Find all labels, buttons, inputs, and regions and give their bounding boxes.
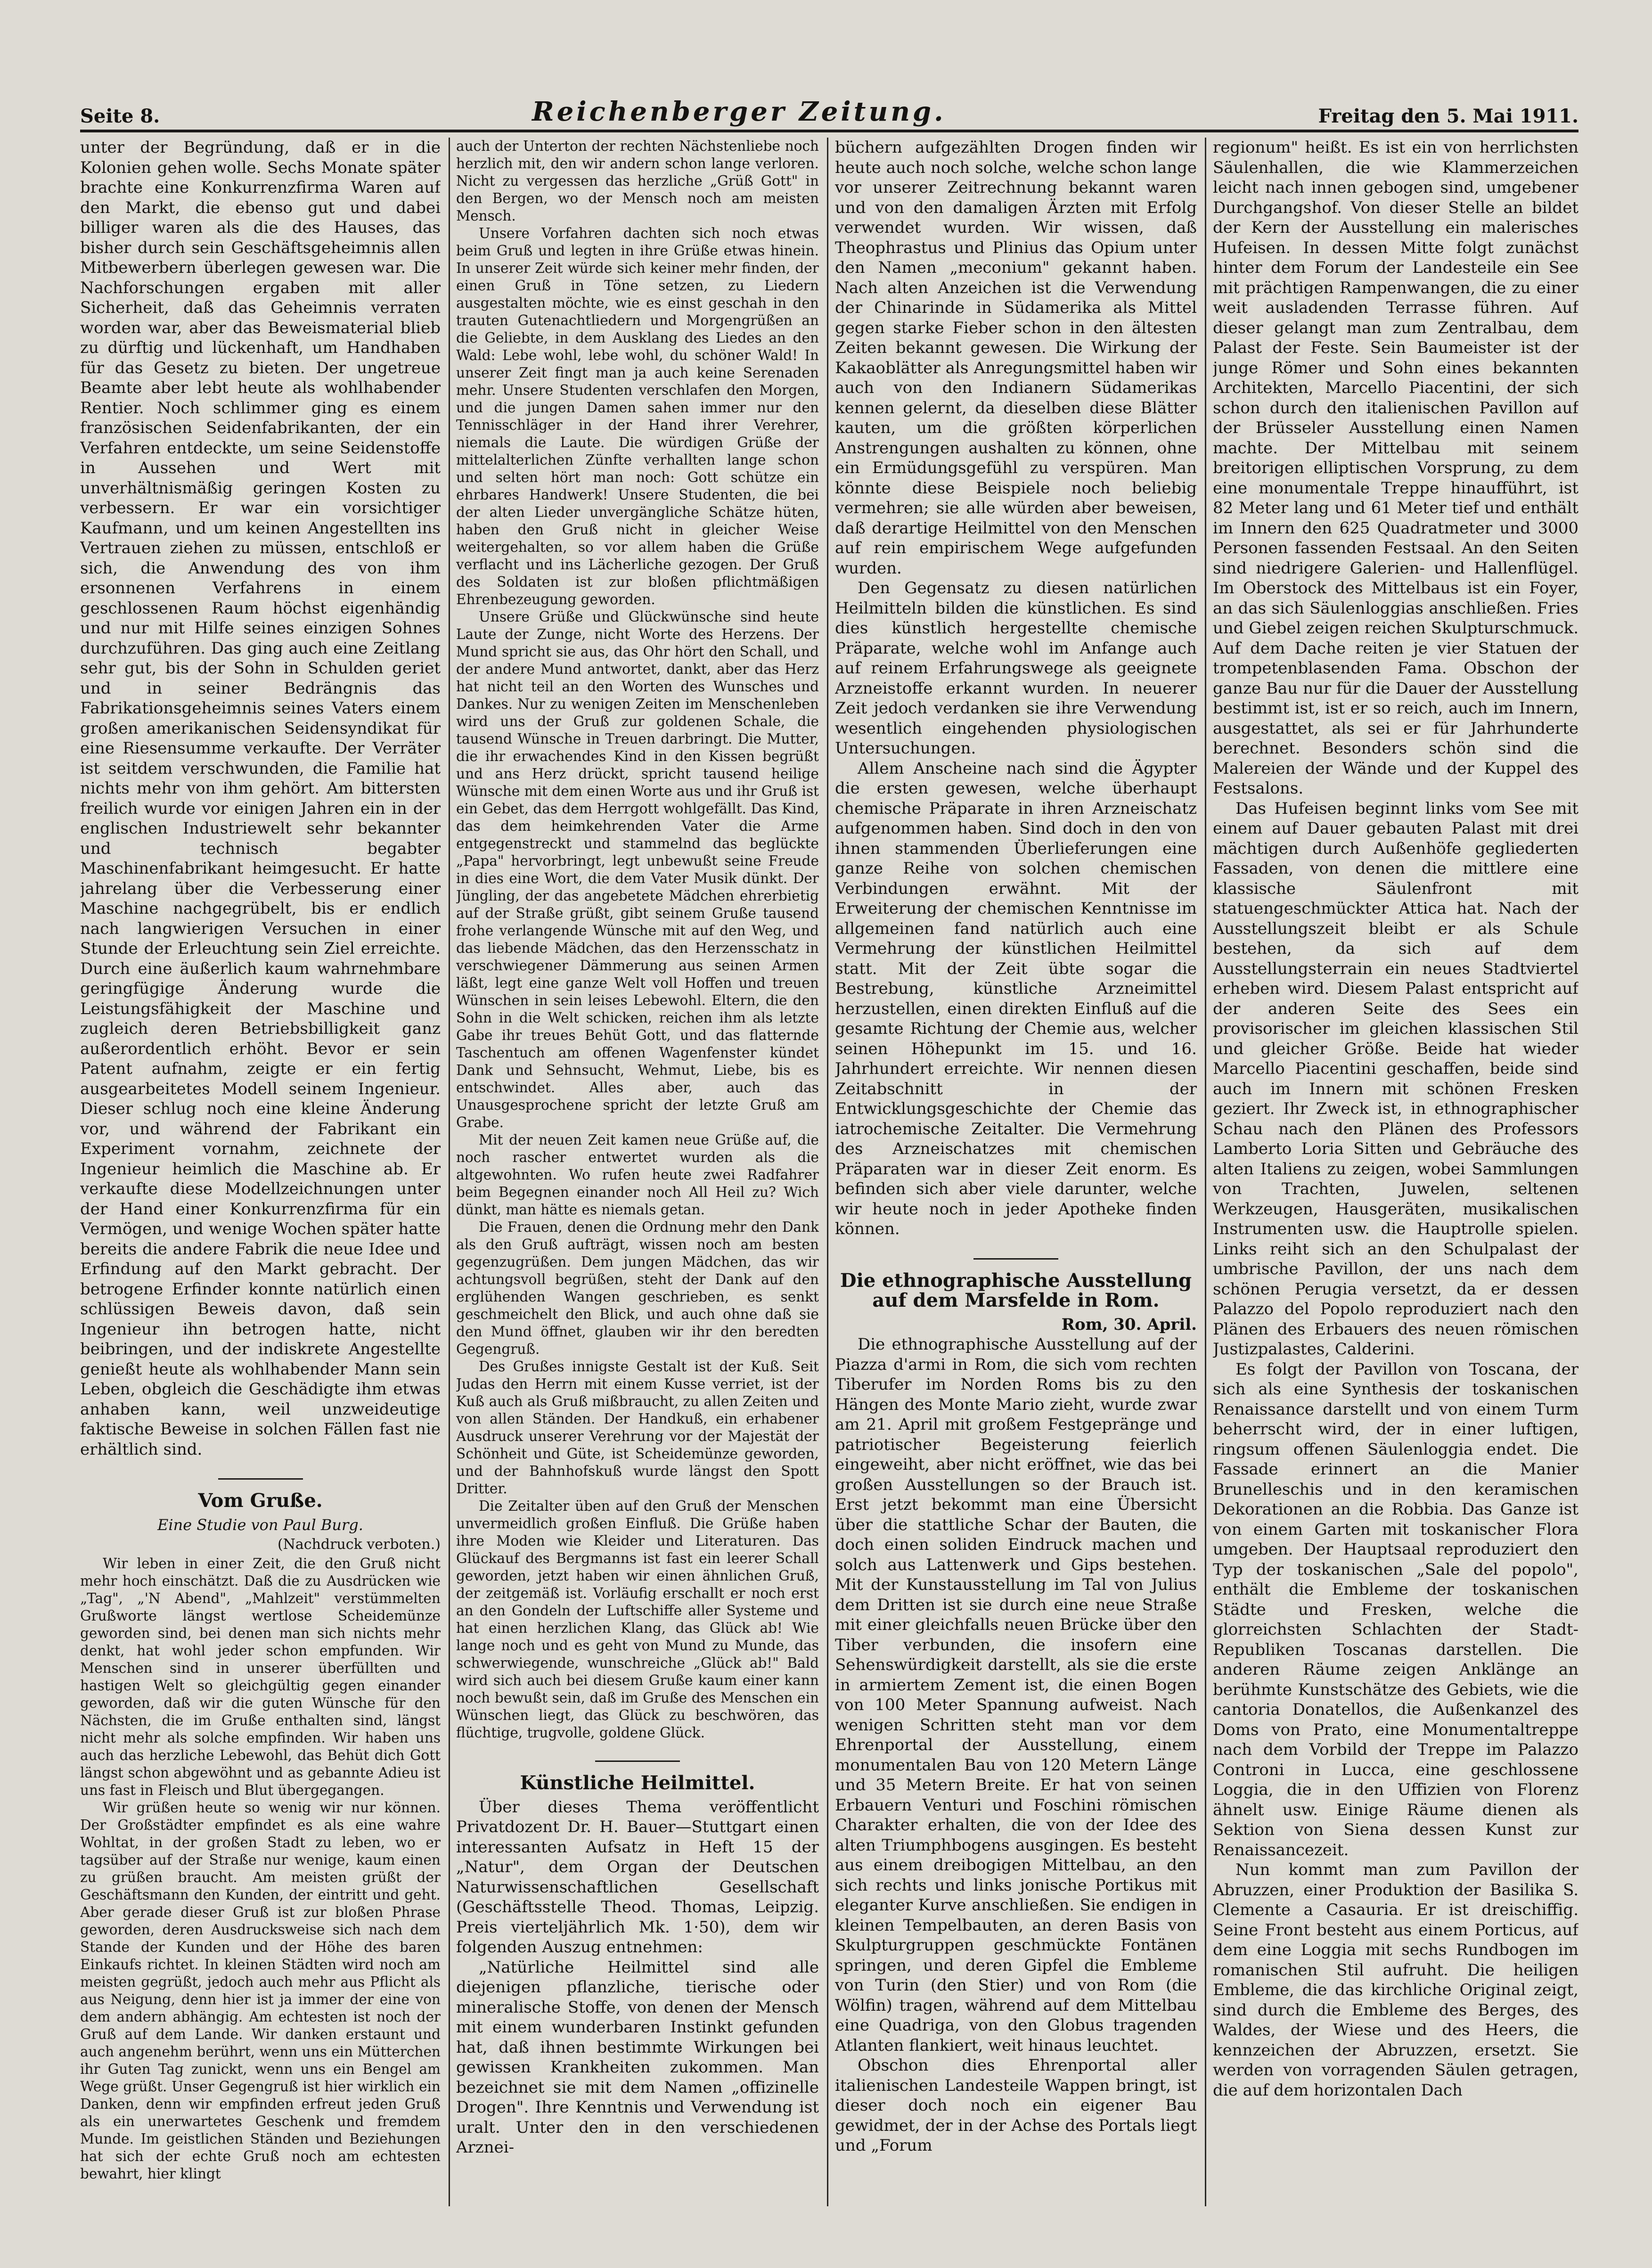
column-4 — [1213, 138, 1578, 2206]
paragraph: auch der Unterton der rechten Nächstenliebe noch herzlich mit, den wir andern schon lange verloren. Nicht zu vergessen das herzliche „Grüß Gott" in den Bergen, wo der Mensch noch am meisten Mensch. — [456, 138, 819, 224]
paragraph: Allem Anscheine nach sind die Ägypter die ersten gewesen, welche überhaupt chemische Präparate in ihren Arzneischatz aufgenommen haben. Sind doch in den von ihnen stammenden Überlieferungen eine ganze Reihe von solchen chemischen Verbindungen erwähnt. Mit der Erweiterung der chemischen Kenntnisse im allgemeinen fand natürlich auch eine Vermehrung der künstlichen Heilmittel statt. Mit der Zeit übte sogar die Bestrebung, künstliche Arzneimittel herzustellen, einen direkten Einfluß auf die gesamte Richtung der Chemie aus, welcher seinen Höhepunkt im 15. und 16. Jahrhundert erreichte. Wir nennen diesen Zeitabschnitt in der Entwicklungsgeschichte der Chemie das iatrochemische Zeitalter. Die Vermehrung des Arzneischatzes mit chemischen Präparaten war in dieser Zeit enorm. Es befinden sich aber viele darunter, welche wir heute noch in jeder Apotheke finden können. — [835, 759, 1197, 1238]
column-3 — [835, 138, 1197, 2206]
article-title-gruss: Vom Gruße. — [198, 1490, 323, 1512]
article-separator — [595, 1760, 680, 1762]
article-subtitle-gruss: Eine Studie von Paul Burg. — [157, 1515, 363, 1534]
paragraph: Über dieses Thema veröffentlicht Privatdozent Dr. H. Bauer—Stuttgart einen interessanten Aufsatz in Heft 15 der „Natur", dem Organ der Deutschen Naturwissenschaftlichen Gesellschaft (Geschäftsstelle Theod. Thomas, Leipzig. Preis vierteljährlich Mk. 1·50), dem wir folgenden Auszug entnehmen: — [456, 1797, 819, 1957]
paragraph: Die ethnographische Ausstellung auf der Piazza d'armi in Rom, die sich vom rechten Tiberufer im Norden Roms bis zu den Hängen des Monte Mario zieht, wurde zwar am 21. April mit großem Festgepränge und patriotischer Begeisterung feierlich eingeweiht, aber nicht eröffnet, wie das bei großen Ausstellungen so der Brauch ist. Erst jetzt bekommt man eine Übersicht über die stattliche Schar der Bauten, die doch einen soliden Eindruck machen und solch aus Lattenwerk und Gips bestehen. Mit der Kunstausstellung im Tal von Julius dem Dritten ist sie durch eine neue Straße mit einer gleichfalls neuen Brücke über den Tiber verbunden, die insofern eine Sehenswürdigkeit darstellt, als sie die erste in armiertem Zement ist, die einen Bogen von 100 Meter Spannung aufweist. Nach wenigen Schritten steht man vor dem Ehrenportal der Ausstellung, einem monumentalen Bau von 120 Metern Länge und 35 Metern Breite. Er hat von seinen Erbauern Venturi und Foschini römischen Charakter erhalten, die von der Idee des alten Triumphbogens ausgingen. Es besteht aus einem dreibogigen Mittelbau, an den sich rechts und links jonische Portikus mit eleganter Kurve anschließen. Sie endigen in kleinen Tempelbauten, an deren Basis von Skulpturgruppen geschmückte Fontänen springen, und deren Gipfel die Embleme von Turin (den Stier) und von Rom (die Wölfin) tragen, während auf dem Mittelbau eine Quadriga, von den Globus tragenden Atlanten flankiert, weit hinaus leuchtet. — [835, 1335, 1197, 2055]
paragraph: regionum" heißt. Es ist ein von herrlichsten Säulenhallen, die wie Klammerzeichen leicht nach innen gebogen sind, umgebener Durchgangshof. Von dieser Stelle an bildet der Kern der Ausstellung ein malerisches Hufeisen. In dessen Mitte folgt zunächst hinter dem Forum der Landesteile ein See mit prächtigen Rampenwangen, die zu einer weit ausladenden Terrasse führen. Auf dieser gelangt man zum Zentralbau, dem Palast der Feste. Sein Baumeister ist der junge Römer und Sohn eines bekannten Architekten, Marcello Piacentini, der sich schon durch den italienischen Pavillon auf der Brüsseler Ausstellung einen Namen machte. Der Mittelbau mit seinem breitorigen elliptischen Vorsprung, zu dem eine monumentale Treppe hinaufführt, ist 82 Meter lang und 61 Meter tief und enthält im Innern den 625 Quadratmeter und 3000 Personen fassenden Festsaal. An den Seiten sind niedrigere Galerien- und Hallenflügel. Im Oberstock des Mittelbaus ist ein Foyer, an das sich Säulenloggias anschließen. Fries und Giebel zeigen reichen Skulpturschmuck. Auf dem Dache reiten je vier Statuen der trompetenblasenden Fama. Obschon der ganze Bau nur für die Dauer der Ausstellung bestimmt ist, ist er so reich, auch im Innern, ausgestattet, als sei er für Jahrhunderte berechnet. Besonders schön sind die Malereien der Wände und der Kuppel des Festsalons. — [1213, 138, 1578, 798]
article-separator — [218, 1478, 303, 1480]
dateline: Rom, 30. April. — [1061, 1315, 1197, 1334]
paragraph: Mit der neuen Zeit kamen neue Grüße auf, die noch rascher entwertet wurden als die altgewohnten. Wo rufen heute zwei Radfahrer beim Begegnen einander noch All Heil zu? Wich dünkt, man hätte es niemals getan. — [456, 1132, 819, 1218]
page-number: Seite 8. — [80, 105, 160, 127]
header-rule — [80, 130, 1578, 132]
article-credit-gruss: (Nachdruck verboten.) — [277, 1536, 441, 1553]
paragraph: Unsere Vorfahren dachten sich noch etwas beim Gruß und legten in ihre Grüße etwas hinein. In unserer Zeit würde sich keiner mehr finden, der einen Gruß in Töne setzen, zu Liedern ausgestalten möchte, wie es einst geschah in den trauten Gutenachtliedern und Morgengrüßen an die Geliebte, in dem Ausklang des Liedes an den Wald: Lebe wohl, lebe wohl, du schöner Wald! In unserer Zeit fingt man ja auch keine Serenaden mehr. Unsere Studenten verschlafen den Morgen, und die jungen Damen sahen immer nur den Tennisschläger in der Hand ihrer Verehrer, niemals die Laute. Die würdigen Grüße der mittelalterlichen Zünfte verhallten lange schon und selten hört man noch: Gott schütze ein ehrbares Handwerk! Unsere Studenten, die bei der alten Lieder unvergängliche Schätze hüten, haben den Gruß nicht in gleicher Weise weitergehalten, so vor allem haben die Grüße verflacht und ins Lächerliche gezogen. Der Gruß des Soldaten ist zur bloßen pflichtmäßigen Ehrenbezeugung geworden. — [456, 225, 819, 607]
article-separator — [973, 1258, 1058, 1260]
paragraph: Obschon dies Ehrenportal aller italienischen Landesteile Wappen bringt, ist dieser doch noch ein eigener Bau gewidmet, der in der Achse des Portals liegt und „Forum — [835, 2056, 1197, 2155]
paragraph: Es folgt der Pavillon von Toscana, der sich als eine Synthesis der toskanischen Renaissance darstellt und von einem Turm beherrscht wird, der in einer luftigen, ringsum offenen Säulenloggia endet. Die Fassade erinnert an die Manier Brunelleschis und in den keramischen Dekorationen an die Robbia. Das Ganze ist von einem Garten mit toskanischer Flora umgeben. Der Hauptsaal reproduziert den Typ der toskanischen „Sale del popolo", enthält die Embleme der toskanischen Städte und Fresken, welche die glorreichsten Schlachten der Stadt-Republiken Toscanas darstellen. Die anderen Räume zeigen Anklänge an berühmte Kunstschätze des Gebiets, wie die cantoria Donatellos, die Außenkanzel des Doms von Prato, eine Monumentaltreppe nach dem Vorbild der Treppe im Palazzo Controni in Lucca, eine geschlossene Loggia, die in den Uffizien von Florenz ähnelt usw. Einige Räume dienen als Sektion von Siena dessen Kunst zur Renaissancezeit. — [1213, 1359, 1578, 1859]
column-1 — [80, 138, 441, 2206]
article-continuation-text: unter der Begründung, daß er in die Kolonien gehen wolle. Sechs Monate später brachte eine Konkurrenzfirma Waren auf den Markt, die ebenso gut und dabei billiger waren als die des Hauses, das bisher durch sein Geschäftsgeheimnis allen Mitbewerbern überlegen gewesen war. Die Nachforschungen ergaben mit aller Sicherheit, daß das Geheimnis verraten worden war, aber das Beweismaterial blieb zu dürftig und lückenhaft, um Handhaben für das Gesetz zu bieten. Der ungetreue Beamte aber lebt heute als wohlhabender Rentier. Noch schlimmer ging es einem französischen Seidenfabrikanten, der ein Verfahren entdeckte, um seine Seidenstoffe in Aussehen und Wert mit unverhältnismäßig geringen Kosten zu verbessern. Er war ein vorsichtiger Kaufmann, und um keinen Angestellten ins Vertrauen ziehen zu müssen, entschloß er sich, die Anwendung des von ihm ersonnenen Verfahrens in einem geschlossenen Raum höchst eigenhändig und nur mit Hilfe seines einzigen Sohnes durchzuführen. Das ging auch eine Zeitlang sehr gut, bis der Sohn in Schulden geriet und in seiner Bedrängnis das Fabrikationsgeheimnis seines Vaters einem großen amerikanischen Seidensyndikat für eine Riesensumme verkaufte. Der Verräter ist seitdem verschwunden, die Familie hat nichts mehr von ihm gehört. Am bittersten freilich wurde vor einigen Jahren ein in der englischen Industriewelt sehr bekannter und technisch begabter Maschinenfabrikant heimgesucht. Er hatte jahrelang über die Verbesserung einer Maschine nachgegrübelt, bis er endlich nach langwierigen Versuchen in einer Stunde der Erleuchtung sein Ziel erreichte. Durch eine äußerlich kaum wahrnehmbare geringfügige Änderung wurde die Leistungsfähigkeit der Maschine und zugleich deren Betriebsbilligkeit ganz außerordentlich erhöht. Bevor er sein Patent aufnahm, zeigte er ein fertig ausgearbeitetes Modell seinem Ingenieur. Dieser schlug noch eine kleine Änderung vor, und während der Fabrikant ein Experiment vornahm, zeichnete der Ingenieur heimlich die Maschine ab. Er verkaufte diese Modellzeichnungen unter der Hand einer Konkurrenzfirma für ein Vermögen, und wenige Wochen später hatte bereits die andere Fabrik die neue Idee und Erfindung auf den Markt gebracht. Der betrogene Erfinder konnte natürlich einen schlüssigen Beweis davon, daß sein Ingenieur ihn betrogen hatte, nicht beibringen, und der indiskrete Angestellte genießt heute als wohlhabender Mann sein Leben, obgleich die Geschädigte ihm etwas anhaben kann, weil unzweideutige faktische Beweise in solchen Fällen fast nie erhältlich sind. — [80, 138, 441, 1459]
paragraph: Wir leben in einer Zeit, die den Gruß nicht mehr hoch einschätzt. Daß die zu Ausdrücken wie „Tag", „'N Abend", „Mahlzeit" verstümmelten Grußworte längst wertlose Scheidemünze geworden sind, bei denen man sich nichts mehr denkt, hat wohl jeder schon empfunden. Wir Menschen sind in unserer überfüllten und hastigen Welt so gleichgültig gegen einander geworden, daß wir die guten Wünsche für den Nächsten, die im Gruße enthalten sind, längst nicht mehr als solche empfinden. Wir haben uns auch das herzliche Lebewohl, das Behüt dich Gott längst schon abgewöhnt und as gebannte Adieu ist uns fast in Fleisch und Blut übergegangen. — [80, 1555, 441, 1798]
issue-date: Freitag den 5. Mai 1911. — [1318, 105, 1578, 127]
paragraph: Unsere Grüße und Glückwünsche sind heute Laute der Zunge, nicht Worte des Herzens. Der Mund spricht sie aus, das Ohr hört den Schall, und der andere Mund antwortet, dankt, aber das Herz hat nicht teil an den Worten des Wunsches und Dankes. Nur zu wenigen Zeiten im Menschenleben wird uns der Gruß zur goldenen Schale, die tausend Wünsche in Treuen darbringt. Die Mutter, die ihr erwachendes Kind in den Kissen begrüßt und ans Herz drückt, spricht tausend heilige Wünsche mit dem einen Worte aus und ihr Gruß ist ein Gebet, das dem Herrgott wohlgefällt. Das Kind, das dem heimkehrenden Vater die Arme entgegenstreckt und stammelnd das beglückte „Papa" hervorbringt, legt unbewußt seine Freude in dies eine Wort, die dem Vater Musik dünkt. Der Jüngling, der das angebetete Mädchen ehrerbietig auf der Straße grüßt, gibt seinem Gruße tausend frohe verlangende Wünsche mit auf den Weg, und das liebende Mädchen, das den Herzensschatz in verschwiegener Dämmerung aus seinen Armen läßt, legt eine ganze Welt voll Hoffen und treuen Wünschen in sein leises Lebewohl. Eltern, die den Sohn in die Welt schicken, reichen ihm als letzte Gabe ihr treues Behüt Gott, und das flatternde Taschentuch am offenen Wagenfenster kündet Dank und Sehnsucht, Wehmut, Liebe, bis es entschwindet. Alles aber, auch das Unausgesprochene spricht der letzte Gruß am Grabe. — [456, 609, 819, 1130]
masthead: Reichenberger Zeitung. — [532, 96, 946, 127]
article-title-heilmittel: Künstliche Heilmittel. — [520, 1772, 755, 1794]
column-2 — [456, 138, 819, 2206]
paragraph: Wir grüßen heute so wenig wir nur können. Der Großstädter empfindet es als eine wahre Wohltat, in der großen Stadt zu leben, wo er tagsüber auf der Straße nur wenige, kaum einen zu grüßen braucht. Am meisten grüßt der Geschäftsmann den Kunden, der eintritt und geht. Aber gerade dieser Gruß ist zur bloßen Phrase geworden, deren Ausdrucksweise sich nach dem Stande der Kunden und der Höhe des baren Einkaufs richtet. In kleinen Städten wird noch am meisten gegrüßt, jedoch auch mehr aus Pflicht als aus Neigung, denn hier ist ja immer der eine von dem andern abhängig. Am echtesten ist noch der Gruß auf dem Lande. Wir danken erstaunt und auch angenehm berührt, wenn uns ein Mütterchen ihr Guten Tag zunickt, wenn uns ein Bengel am Wege grüßt. Unser Gegengruß ist hier wirklich ein Danken, denn wir empfinden erfreut jeden Gruß als ein unerwartetes Geschenk und fremdem Munde. Im geistlichen Ständen und Beziehungen hat sich der echte Gruß noch am echtesten bewahrt, hier klingt — [80, 1799, 441, 2182]
column-rule — [1205, 138, 1206, 2206]
article-title-ausstellung: Die ethnographische Ausstellung auf dem Marsfelde in Rom. — [840, 1269, 1192, 1311]
paragraph: Nun kommt man zum Pavillon der Abruzzen, einer Produktion der Basilika S. Clemente a Casauria. Er ist dreischiffig. Seine Front besteht aus einem Porticus, auf dem eine Loggia mit sechs Rundbogen im romanischen Stil aufruht. Die heiligen Embleme, die das kirchliche Original zeigt, sind durch die Embleme des Berges, des Waldes, der Wiese und des Heers, die kennzeichen der Abruzzen, ersetzt. Sie werden von vorragenden Säulen getragen, die auf dem horizontalen Dach — [1213, 1860, 1578, 2100]
running-head — [80, 94, 1578, 127]
paragraph: Die Zeitalter üben auf den Gruß der Menschen unvermeidlich großen Einfluß. Die Grüße haben ihre Moden wie Kleider und Literaturen. Das Glückauf des Bergmanns ist fast ein leerer Schall geworden, jetzt haben wir einen ähnlichen Gruß, der zeitgemäß ist. Vorläufig erschallt er noch erst an den Gondeln der Luftschiffe aller Systeme und hat einen herzlichen Klang, das Glück ab! Wie lange noch und es geht von Mund zu Munde, das schwerwiegende, wunschreiche „Glück ab!" Bald wird sich auch bei diesem Gruße kaum einer kann noch bewußt sein, daß im Gruße des Menschen ein Wünschen liegt, das Glück zu beschwören, das flüchtige, trugvolle, goldene Glück. — [456, 1498, 819, 1741]
paragraph: Des Grußes innigste Gestalt ist der Kuß. Seit Judas den Herrn mit einem Kusse verriet, ist der Kuß auch als Gruß mißbraucht, zu allen Zeiten und von allen Ständen. Der Handkuß, ein erhabener Ausdruck unserer Verehrung vor der Majestät der Schönheit und Güte, ist Scheidemünze geworden, und der Bahnhofskuß wurde längst den Spott Dritter. — [456, 1359, 819, 1497]
paragraph: Den Gegensatz zu diesen natürlichen Heilmitteln bilden die künstlichen. Es sind dies künstlich hergestellte chemische Präparate, welche wohl im Anfange auch auf reinem Erfahrungswege als geeignete Arzneistoffe erkannt wurden. In neuerer Zeit jedoch verdanken sie ihre Verwendung wesentlich eingehenden physiologischen Untersuchungen. — [835, 579, 1197, 758]
paragraph: büchern aufgezählten Drogen finden wir heute auch noch solche, welche schon lange vor unserer Zeitrechnung bekannt waren und von den damaligen Ärzten mit Erfolg verwendet wurden. Wir wissen, daß Theophrastus und Plinius das Opium unter den Namen „meconium" gekannt haben. Nach alten Anzeichen ist die Verwendung der Chinarinde in Südamerika als Mittel gegen starke Fieber schon in den ältesten Zeiten bekannt gewesen. Die Wirkung der Kakaoblätter als Anregungsmittel haben wir auch von den Indianern Südamerikas kennen gelernt, da dieselben diese Blätter kauten, um die größten körperlichen Anstrengungen aushalten zu können, ohne ein Ermüdungsgefühl zu verspüren. Man könnte diese Beispiele noch beliebig vermehren; sie alle würden aber beweisen, daß derartige Heilmittel von den Menschen auf rein empirischem Wege aufgefunden wurden. — [835, 138, 1197, 578]
paragraph: „Natürliche Heilmittel sind alle diejenigen pflanzliche, tierische oder mineralische Stoffe, von denen der Mensch mit einem wunderbaren Instinkt gefunden hat, daß ihnen bestimmte Wirkungen bei gewissen Krankheiten zukommen. Man bezeichnet sie mit dem Namen „offizinelle Drogen". Ihre Kenntnis und Verwendung ist uralt. Unter den in den verschiedenen Arznei- — [456, 1957, 819, 2157]
column-rule — [449, 138, 450, 2206]
column-rule — [827, 138, 828, 2206]
paragraph: Die Frauen, denen die Ordnung mehr den Dank als den Gruß aufträgt, wissen noch am besten gegenzugrüßen. Dem jungen Mädchen, das wir achtungsvoll begrüßen, steht der Dank auf den erglühenden Wangen geschrieben, es senkt geschmeichelt den Blick, und auch ohne daß sie den Mund öffnet, glauben wir ihr den beredten Gegengruß. — [456, 1219, 819, 1357]
paragraph: Das Hufeisen beginnt links vom See mit einem auf Dauer gebauten Palast mit drei mächtigen durch Außenhöfe gegliederten Fassaden, von denen die mittlere eine klassische Säulenfront mit statuengeschmückter Attica hat. Nach der Ausstellungszeit bleibt er als Schule bestehen, da sich auf dem Ausstellungsterrain ein neues Stadtviertel erheben wird. Diesem Palast entspricht auf der anderen Seite des Sees ein provisorischer im gleichen klassischen Stil und gleicher Größe. Beide hat wieder Marcello Piacentini geschaffen, beide sind auch im Innern mit schönen Fresken geziert. Ihr Zweck ist, in ethnographischer Schau nach den Plänen des Professors Lamberto Loria Sitten und Gebräuche des alten Italiens zu zeigen, wobei Sammlungen von Trachten, Juwelen, seltenen Werkzeugen, Hausgeräten, musikalischen Instrumenten usw. die Hauptrolle spielen. Links reiht sich an den Schulpalast der umbrische Pavillon, der uns nach dem schönen Perugia versetzt, da er dessen Palazzo del Popolo reproduziert nach den Plänen des Erbauers des neuen römischen Justizpalastes, Calderini. — [1213, 799, 1578, 1359]
